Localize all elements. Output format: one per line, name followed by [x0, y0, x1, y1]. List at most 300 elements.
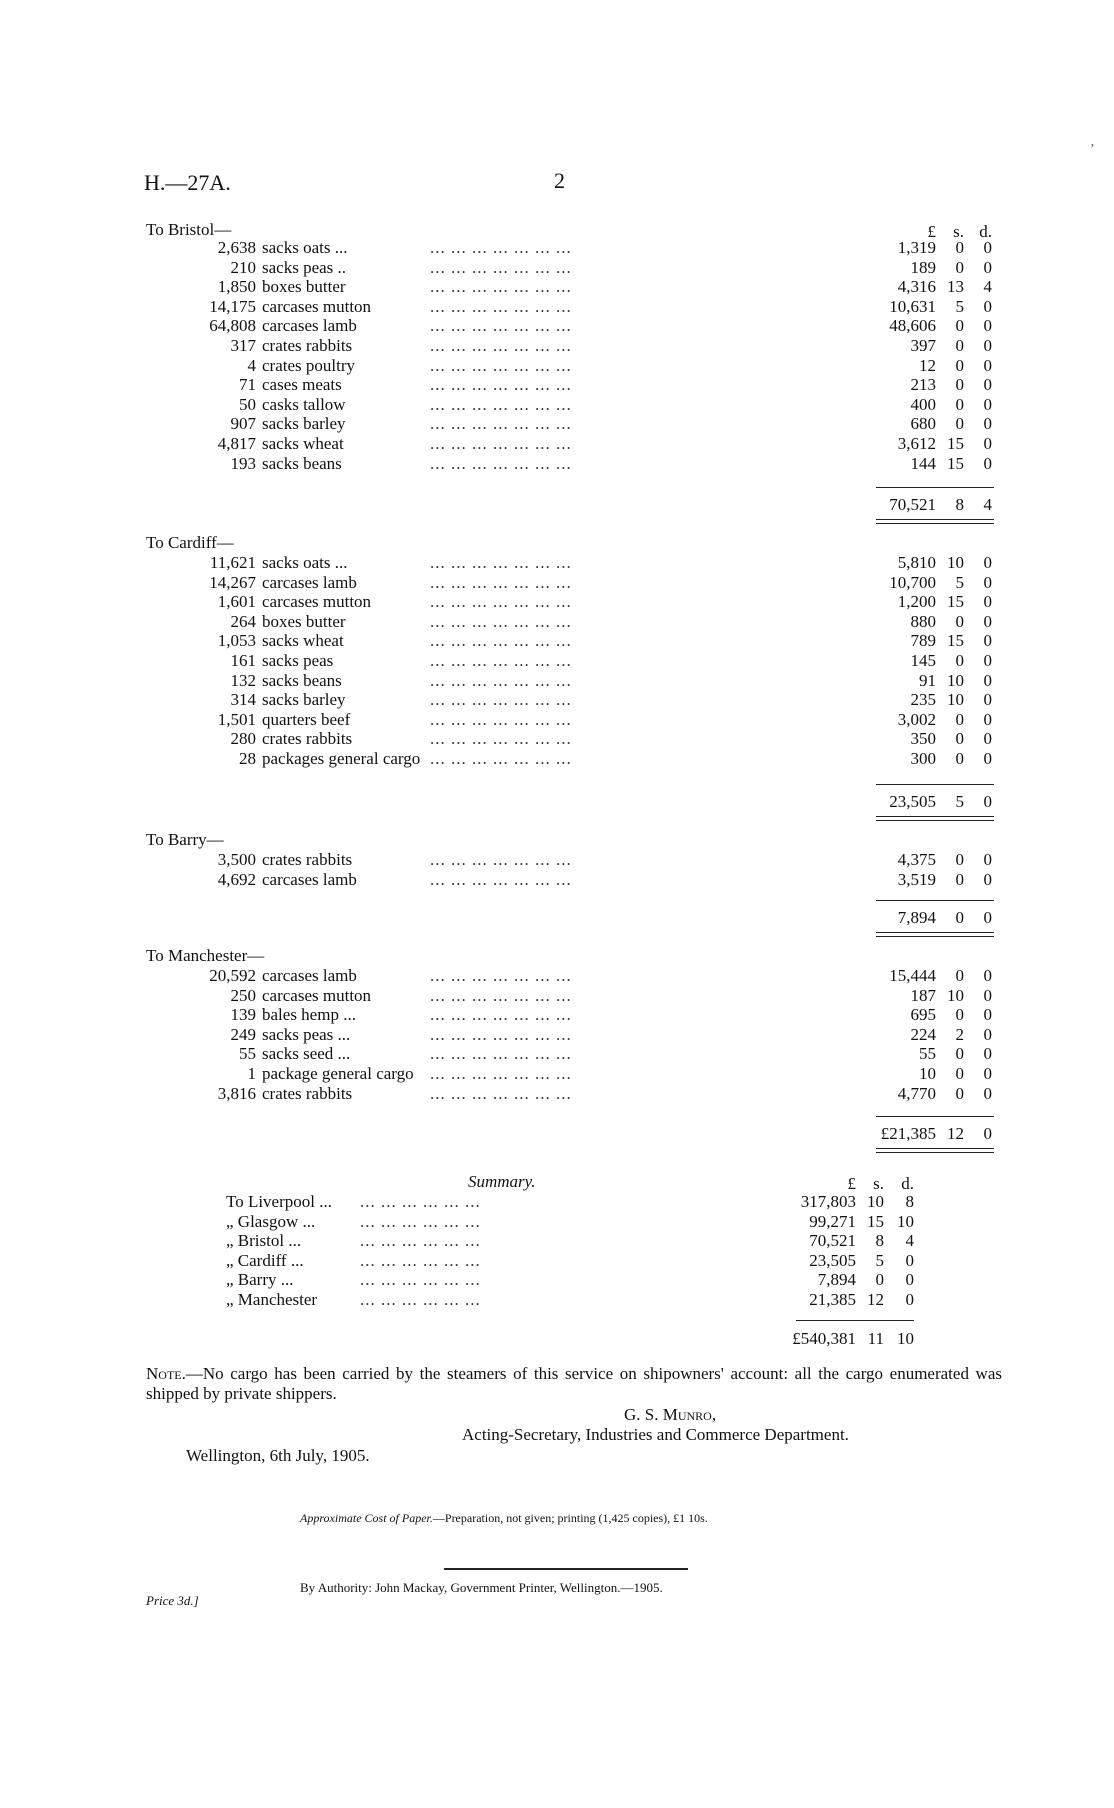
item-shillings: 5	[955, 573, 964, 592]
item-shillings: 10	[947, 553, 964, 572]
table-row	[0, 395, 1114, 415]
item-pence: 0	[983, 631, 992, 650]
item-quantity: 210	[230, 258, 256, 277]
signer-name: G. S. Munro,	[624, 1405, 717, 1424]
summary-shillings-heading: s.	[873, 1174, 884, 1193]
leader-dots: ... ... ... ... ... ... ...	[430, 651, 572, 670]
table-row	[0, 277, 1114, 297]
item-pounds: 10,700	[889, 573, 936, 592]
authority-divider	[444, 1568, 688, 1570]
note-paragraph	[146, 1364, 1002, 1404]
item-shillings: 13	[947, 277, 964, 296]
item-pounds: 145	[910, 651, 936, 670]
table-row	[0, 671, 1114, 691]
table-row	[0, 631, 1114, 651]
item-quantity: 28	[239, 749, 256, 768]
item-description: bales hemp ...	[262, 1005, 356, 1024]
total-pence: 0	[983, 792, 992, 811]
total-pence: 4	[983, 495, 992, 514]
item-pence: 0	[983, 336, 992, 355]
item-description: package general cargo	[262, 1064, 414, 1083]
item-shillings: 0	[955, 336, 964, 355]
item-pounds: 189	[910, 258, 936, 277]
grand-total-shillings: 11	[867, 1329, 884, 1348]
total-double-rule	[876, 519, 994, 524]
item-description: sacks oats ...	[262, 553, 348, 572]
item-pounds: 91	[919, 671, 936, 690]
summary-title: Summary.	[468, 1172, 536, 1191]
item-pounds: 397	[910, 336, 936, 355]
summary-total-rule	[796, 1320, 914, 1321]
item-description: crates rabbits	[262, 336, 353, 355]
leader-dots: ... ... ... ... ... ...	[360, 1231, 481, 1250]
item-shillings: 15	[947, 434, 964, 453]
item-pounds: 4,770	[897, 1084, 936, 1103]
leader-dots: ... ... ... ... ... ... ...	[430, 612, 572, 631]
item-pence: 0	[983, 850, 992, 869]
item-pence: 0	[983, 454, 992, 473]
item-quantity: 1,053	[217, 631, 256, 650]
item-shillings: 0	[955, 870, 964, 889]
table-row	[0, 553, 1114, 573]
summary-row	[0, 1212, 1114, 1232]
item-description: casks tallow	[262, 395, 346, 414]
summary-shillings: 10	[867, 1192, 884, 1211]
item-quantity: 161	[230, 651, 256, 670]
table-row	[0, 434, 1114, 454]
item-description: sacks peas ..	[262, 258, 347, 277]
item-pence: 0	[983, 573, 992, 592]
leader-dots: ... ... ... ... ... ... ...	[430, 631, 572, 650]
leader-dots: ... ... ... ... ... ... ...	[430, 690, 572, 709]
summary-destination: „ Bristol ...	[226, 1231, 302, 1250]
leader-dots: ... ... ... ... ... ... ...	[430, 850, 572, 869]
leader-dots: ... ... ... ... ... ... ...	[430, 1005, 572, 1024]
item-description: carcases lamb	[262, 573, 357, 592]
item-quantity: 50	[239, 395, 256, 414]
page-number: 2	[554, 168, 565, 193]
table-row	[0, 316, 1114, 336]
subtotal-rule	[876, 900, 994, 901]
subtotal-rule	[876, 487, 994, 488]
item-pence: 0	[983, 395, 992, 414]
item-description: quarters beef	[262, 710, 351, 729]
item-pounds: 3,519	[897, 870, 936, 889]
leader-dots: ... ... ... ... ... ... ...	[430, 573, 572, 592]
leader-dots: ... ... ... ... ... ... ...	[430, 1084, 572, 1103]
item-description: sacks seed ...	[262, 1044, 351, 1063]
total-pence: 0	[983, 1124, 992, 1143]
item-pence: 0	[983, 375, 992, 394]
summary-shillings: 5	[875, 1251, 884, 1270]
item-shillings: 0	[955, 850, 964, 869]
leader-dots: ... ... ... ... ... ... ...	[430, 1044, 572, 1063]
item-pounds: 3,002	[897, 710, 936, 729]
item-shillings: 0	[955, 356, 964, 375]
summary-pounds: 23,505	[809, 1251, 856, 1270]
item-pence: 0	[983, 690, 992, 709]
summary-shillings: 12	[867, 1290, 884, 1309]
item-pence: 0	[983, 966, 992, 985]
table-row	[0, 612, 1114, 632]
item-quantity: 132	[230, 671, 256, 690]
item-description: sacks barley	[262, 690, 346, 709]
summary-destination: „ Manchester	[226, 1290, 318, 1309]
item-shillings: 0	[955, 729, 964, 748]
summary-row	[0, 1270, 1114, 1290]
item-pounds: 300	[910, 749, 936, 768]
document-code: H.—27A.	[144, 170, 231, 195]
note-label: Note.	[146, 1364, 186, 1383]
item-shillings: 15	[947, 631, 964, 650]
total-pence: 0	[983, 908, 992, 927]
table-row	[0, 1025, 1114, 1045]
leader-dots: ... ... ... ... ... ... ...	[430, 316, 572, 335]
total-pounds: 23,505	[889, 792, 936, 811]
item-quantity: 249	[230, 1025, 256, 1044]
item-description: carcases lamb	[262, 316, 357, 335]
item-quantity: 1	[247, 1064, 256, 1083]
item-shillings: 0	[955, 651, 964, 670]
summary-pounds: 70,521	[809, 1231, 856, 1250]
summary-destination: „ Cardiff ...	[226, 1251, 304, 1270]
item-pounds: 1,319	[897, 238, 936, 257]
item-quantity: 193	[230, 454, 256, 473]
item-description: crates rabbits	[262, 729, 353, 748]
item-pounds: 695	[910, 1005, 936, 1024]
leader-dots: ... ... ... ... ... ... ...	[430, 297, 572, 316]
item-quantity: 20,592	[209, 966, 256, 985]
item-pence: 0	[983, 1044, 992, 1063]
total-shillings: 5	[955, 792, 964, 811]
summary-pounds: 99,271	[809, 1212, 856, 1231]
item-quantity: 250	[230, 986, 256, 1005]
table-row	[0, 1005, 1114, 1025]
item-pence: 0	[983, 553, 992, 572]
item-quantity: 314	[230, 690, 256, 709]
item-shillings: 0	[955, 1044, 964, 1063]
item-pounds: 12	[919, 356, 936, 375]
summary-shillings: 15	[867, 1212, 884, 1231]
table-row	[0, 710, 1114, 730]
grand-total-pence: 10	[897, 1329, 914, 1348]
item-pence: 0	[983, 592, 992, 611]
item-shillings: 0	[955, 395, 964, 414]
item-pence: 0	[983, 434, 992, 453]
leader-dots: ... ... ... ... ... ... ...	[430, 553, 572, 572]
leader-dots: ... ... ... ... ... ... ...	[430, 414, 572, 433]
summary-pence-heading: d.	[901, 1174, 914, 1193]
item-quantity: 11,621	[209, 553, 256, 572]
item-shillings: 0	[955, 316, 964, 335]
summary-row	[0, 1290, 1114, 1310]
item-description: crates rabbits	[262, 850, 353, 869]
leader-dots: ... ... ... ... ... ... ...	[430, 966, 572, 985]
leader-dots: ... ... ... ... ... ...	[360, 1290, 481, 1309]
summary-destination: „ Glasgow ...	[226, 1212, 316, 1231]
item-quantity: 1,501	[217, 710, 256, 729]
leader-dots: ... ... ... ... ... ... ...	[430, 434, 572, 453]
leader-dots: ... ... ... ... ... ...	[360, 1251, 481, 1270]
item-quantity: 71	[239, 375, 256, 394]
pence-heading: d.	[979, 222, 992, 241]
item-pence: 0	[983, 710, 992, 729]
summary-column-headings	[0, 1174, 1114, 1194]
subtotal-rule	[876, 784, 994, 785]
summary-row	[0, 1231, 1114, 1251]
total-double-rule	[876, 1148, 994, 1153]
summary-pence: 4	[905, 1231, 914, 1250]
leader-dots: ... ... ... ... ... ... ...	[430, 356, 572, 375]
item-pounds: 3,612	[897, 434, 936, 453]
item-description: packages general cargo	[262, 749, 421, 768]
table-row	[0, 1064, 1114, 1084]
cost-text: —Preparation, not given; printing (1,425 copies), £1 10s.	[432, 1511, 708, 1525]
total-double-rule	[876, 932, 994, 937]
item-pounds: 10,631	[889, 297, 936, 316]
item-shillings: 2	[955, 1025, 964, 1044]
table-row	[0, 454, 1114, 474]
table-row	[0, 749, 1114, 769]
item-description: crates poultry	[262, 356, 355, 375]
leader-dots: ... ... ... ... ... ...	[360, 1192, 481, 1211]
item-quantity: 907	[230, 414, 256, 433]
item-pounds: 400	[910, 395, 936, 414]
section-title: To Barry—	[146, 830, 224, 849]
total-shillings: 12	[947, 1124, 964, 1143]
authority-line: By Authority: John Mackay, Government Printer, Wellington.—1905.	[300, 1580, 663, 1595]
item-shillings: 0	[955, 375, 964, 394]
summary-pence: 0	[905, 1251, 914, 1270]
table-row	[0, 414, 1114, 434]
item-pounds: 55	[919, 1044, 936, 1063]
item-quantity: 64,808	[209, 316, 256, 335]
item-quantity: 264	[230, 612, 256, 631]
leader-dots: ... ... ... ... ... ... ...	[430, 375, 572, 394]
item-pence: 0	[983, 1064, 992, 1083]
grand-total-pounds: £540,381	[792, 1329, 856, 1348]
item-shillings: 0	[955, 238, 964, 257]
item-description: sacks peas ...	[262, 1025, 351, 1044]
leader-dots: ... ... ... ... ... ... ...	[430, 1025, 572, 1044]
total-pounds: 7,894	[897, 908, 936, 927]
summary-pence: 8	[905, 1192, 914, 1211]
item-description: carcases lamb	[262, 966, 357, 985]
item-description: crates rabbits	[262, 1084, 353, 1103]
item-pence: 0	[983, 612, 992, 631]
item-pence: 4	[983, 277, 992, 296]
item-shillings: 0	[955, 414, 964, 433]
price-label: Price 3d.]	[146, 1593, 199, 1608]
item-quantity: 4,817	[217, 434, 256, 453]
item-pence: 0	[983, 414, 992, 433]
item-pence: 0	[983, 651, 992, 670]
table-row	[0, 1044, 1114, 1064]
summary-pence: 10	[897, 1212, 914, 1231]
item-pounds: 187	[910, 986, 936, 1005]
table-row	[0, 651, 1114, 671]
item-pounds: 235	[910, 690, 936, 709]
item-pence: 0	[983, 729, 992, 748]
item-pence: 0	[983, 1084, 992, 1103]
table-row	[0, 729, 1114, 749]
item-shillings: 0	[955, 749, 964, 768]
item-shillings: 5	[955, 297, 964, 316]
item-quantity: 317	[230, 336, 256, 355]
item-quantity: 14,267	[209, 573, 256, 592]
summary-total	[0, 1329, 1114, 1349]
item-pounds: 880	[910, 612, 936, 631]
signer-title: Acting-Secretary, Industries and Commerce Department.	[462, 1425, 849, 1444]
item-shillings: 10	[947, 986, 964, 1005]
item-pounds: 4,316	[897, 277, 936, 296]
summary-pounds: 7,894	[817, 1270, 856, 1289]
item-shillings: 0	[955, 1084, 964, 1103]
item-pounds: 4,375	[897, 850, 936, 869]
summary-shillings: 0	[875, 1270, 884, 1289]
shillings-heading: s.	[953, 222, 964, 241]
item-quantity: 3,500	[217, 850, 256, 869]
table-row	[0, 1084, 1114, 1104]
table-row	[0, 966, 1114, 986]
item-pence: 0	[983, 238, 992, 257]
item-description: sacks wheat	[262, 434, 344, 453]
leader-dots: ... ... ... ... ... ... ...	[430, 395, 572, 414]
item-description: sacks beans	[262, 671, 342, 690]
leader-dots: ... ... ... ... ... ... ...	[430, 454, 572, 473]
item-shillings: 15	[947, 592, 964, 611]
item-quantity: 139	[230, 1005, 256, 1024]
item-quantity: 55	[239, 1044, 256, 1063]
item-description: boxes butter	[262, 277, 346, 296]
item-pence: 0	[983, 986, 992, 1005]
summary-pounds: 317,803	[800, 1192, 856, 1211]
item-pounds: 350	[910, 729, 936, 748]
leader-dots: ... ... ... ... ... ... ...	[430, 592, 572, 611]
leader-dots: ... ... ... ... ... ...	[360, 1212, 481, 1231]
item-pounds: 224	[910, 1025, 936, 1044]
item-pence: 0	[983, 1005, 992, 1024]
summary-row	[0, 1251, 1114, 1271]
item-pounds: 5,810	[897, 553, 936, 572]
table-row	[0, 238, 1114, 258]
leader-dots: ... ... ... ... ... ... ...	[430, 336, 572, 355]
item-description: carcases lamb	[262, 870, 357, 889]
table-row	[0, 573, 1114, 593]
item-shillings: 10	[947, 690, 964, 709]
item-description: sacks barley	[262, 414, 346, 433]
cost-label: Approximate Cost of Paper.	[300, 1511, 433, 1525]
item-description: cases meats	[262, 375, 342, 394]
leader-dots: ... ... ... ... ... ... ...	[430, 986, 572, 1005]
leader-dots: ... ... ... ... ... ... ...	[430, 729, 572, 748]
place-date: Wellington, 6th July, 1905.	[186, 1446, 370, 1465]
item-pounds: 15,444	[889, 966, 936, 985]
item-shillings: 0	[955, 612, 964, 631]
section-title: To Manchester—	[146, 946, 265, 965]
item-pence: 0	[983, 258, 992, 277]
item-pounds: 680	[910, 414, 936, 433]
summary-shillings: 8	[875, 1231, 884, 1250]
summary-destination: To Liverpool ...	[226, 1192, 332, 1211]
item-pence: 0	[983, 316, 992, 335]
item-quantity: 4,692	[217, 870, 256, 889]
margin-mark: ’	[1090, 142, 1095, 157]
item-pence: 0	[983, 1025, 992, 1044]
leader-dots: ... ... ... ... ... ... ...	[430, 277, 572, 296]
summary-pence: 0	[905, 1290, 914, 1309]
table-row	[0, 850, 1114, 870]
item-shillings: 0	[955, 1064, 964, 1083]
item-pounds: 1,200	[897, 592, 936, 611]
item-shillings: 10	[947, 671, 964, 690]
total-shillings: 8	[955, 495, 964, 514]
item-description: sacks beans	[262, 454, 342, 473]
table-row	[0, 356, 1114, 376]
leader-dots: ... ... ... ... ... ... ...	[430, 870, 572, 889]
item-description: sacks wheat	[262, 631, 344, 650]
leader-dots: ... ... ... ... ... ... ...	[430, 1064, 572, 1083]
item-quantity: 280	[230, 729, 256, 748]
section-title: To Bristol—	[146, 220, 232, 239]
item-description: sacks oats ...	[262, 238, 348, 257]
cost-line	[300, 1511, 708, 1526]
item-pounds: 789	[910, 631, 936, 650]
table-row	[0, 336, 1114, 356]
item-pence: 0	[983, 870, 992, 889]
summary-pounds-heading: £	[847, 1174, 856, 1193]
summary-destination: „ Barry ...	[226, 1270, 294, 1289]
item-pence: 0	[983, 356, 992, 375]
item-description: carcases mutton	[262, 592, 372, 611]
total-pounds: 70,521	[889, 495, 936, 514]
item-description: carcases mutton	[262, 986, 372, 1005]
table-row	[0, 258, 1114, 278]
item-description: carcases mutton	[262, 297, 372, 316]
item-pounds: 48,606	[889, 316, 936, 335]
item-shillings: 0	[955, 258, 964, 277]
item-shillings: 0	[955, 1005, 964, 1024]
table-row	[0, 375, 1114, 395]
table-row	[0, 297, 1114, 317]
leader-dots: ... ... ... ... ... ... ...	[430, 710, 572, 729]
leader-dots: ... ... ... ... ... ... ...	[430, 749, 572, 768]
note-text: —No cargo has been carried by the steamers of this service on shipowners' account: all the cargo enumerated was shipped by private shippers.	[146, 1364, 1002, 1403]
item-quantity: 4	[247, 356, 256, 375]
leader-dots: ... ... ... ... ... ... ...	[430, 671, 572, 690]
item-pounds: 144	[910, 454, 936, 473]
item-description: sacks peas	[262, 651, 334, 670]
table-row	[0, 986, 1114, 1006]
total-double-rule	[876, 816, 994, 821]
item-quantity: 14,175	[209, 297, 256, 316]
item-pounds: 10	[919, 1064, 936, 1083]
item-pounds: 213	[910, 375, 936, 394]
item-description: boxes butter	[262, 612, 346, 631]
table-row	[0, 690, 1114, 710]
item-quantity: 1,601	[217, 592, 256, 611]
item-pence: 0	[983, 297, 992, 316]
total-pounds: £21,385	[880, 1124, 936, 1143]
summary-pence: 0	[905, 1270, 914, 1289]
leader-dots: ... ... ... ... ... ...	[360, 1270, 481, 1289]
summary-row	[0, 1192, 1114, 1212]
item-pence: 0	[983, 749, 992, 768]
table-row	[0, 592, 1114, 612]
section-title: To Cardiff—	[146, 533, 234, 552]
item-quantity: 1,850	[217, 277, 256, 296]
leader-dots: ... ... ... ... ... ... ...	[430, 238, 572, 257]
